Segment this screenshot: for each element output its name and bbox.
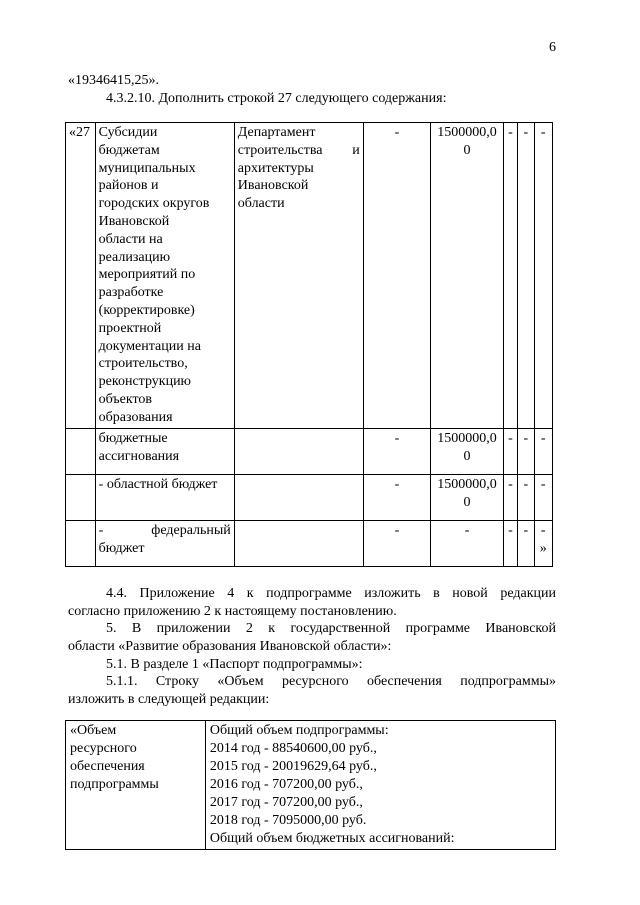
measure-name-line: районов и bbox=[98, 178, 159, 194]
amount-cell: 1500000,0 0 bbox=[431, 123, 504, 429]
measure-name-line: строительство, bbox=[98, 356, 188, 372]
resource-value-line: 2017 год - 707200,00 руб., bbox=[209, 795, 363, 810]
measure-name bbox=[95, 123, 234, 429]
measure-name-line: объектов bbox=[98, 391, 153, 407]
resource-label-line: обеспечения bbox=[70, 759, 145, 774]
measure-name-line: Ивановской bbox=[98, 213, 170, 229]
measure-name-line: области на bbox=[98, 231, 163, 247]
resource-value-line: 2015 год - 20019629,64 руб., bbox=[209, 759, 377, 774]
table-row-budget bbox=[66, 429, 553, 475]
subsidy-table bbox=[65, 122, 553, 567]
executor-line: области bbox=[237, 196, 285, 212]
value-cell: - bbox=[503, 429, 517, 475]
paragraph-5-1: 5.1. В разделе 1 «Паспорт подпрограммы»: bbox=[106, 657, 363, 672]
measure-name-line: реализацию bbox=[98, 249, 171, 265]
resource-table bbox=[65, 720, 556, 850]
value-cell: - bbox=[503, 475, 517, 521]
resource-label bbox=[66, 721, 206, 850]
measure-name-line: Субсидии bbox=[98, 125, 158, 140]
measure-name-line: проектной bbox=[98, 320, 162, 336]
value-cell: - bbox=[363, 475, 431, 521]
paragraph-4-4: 4.4. Приложение 4 к подпрограмме изложить в новой редакции bbox=[106, 586, 556, 601]
value-cell: - bbox=[534, 429, 552, 475]
budget-label: бюджетные ассигнования bbox=[95, 429, 234, 475]
value-cell: - bbox=[518, 521, 534, 567]
value-cell: - bbox=[363, 123, 431, 429]
row-number: «27 bbox=[66, 123, 96, 429]
value-cell: - bbox=[518, 123, 534, 429]
federal-budget-label: - федеральный бюджет bbox=[95, 521, 234, 567]
value-cell: - bbox=[534, 123, 552, 429]
executor-cell bbox=[234, 123, 363, 429]
paragraph-5: 5. В приложении 2 к государственной программе Ивановской bbox=[106, 621, 556, 636]
value-cell: - bbox=[534, 475, 552, 521]
resource-value-line: Общий объем бюджетных ассигнований: bbox=[209, 831, 455, 846]
value-cell: - bbox=[503, 123, 517, 429]
table-row-27 bbox=[66, 123, 553, 429]
paragraph-4-4-cont: согласно приложению 2 к настоящему постановлению. bbox=[68, 604, 397, 619]
measure-name-line: бюджетам bbox=[98, 142, 160, 158]
amount-cell: 1500000,0 0 bbox=[431, 429, 504, 475]
measure-name-line: образования bbox=[98, 409, 173, 425]
table-row-regional bbox=[66, 475, 553, 521]
resource-label-line: ресурсного bbox=[70, 741, 137, 756]
resource-value-line: 2018 год - 7095000,00 руб. bbox=[209, 813, 367, 828]
measure-name-line: разработке bbox=[98, 285, 164, 301]
paragraph-5-1-1-cont: изложить в следующей редакции: bbox=[68, 692, 270, 707]
resource-label-line: «Объем bbox=[70, 723, 117, 738]
resource-values bbox=[205, 721, 555, 850]
resource-value-line: Общий объем подпрограммы: bbox=[209, 723, 389, 738]
value-cell: - » bbox=[534, 521, 552, 567]
measure-name-line: мероприятий по bbox=[98, 267, 196, 283]
paragraph-5-1-1: 5.1.1. Строку «Объем ресурсного обеспечения подпрограммы» bbox=[106, 674, 556, 689]
value-cell: - bbox=[503, 521, 517, 567]
measure-name-line: документации на bbox=[98, 338, 201, 354]
executor-line: строительства и bbox=[237, 142, 360, 158]
regional-budget-label: - областной бюджет bbox=[95, 475, 234, 521]
resource-value-line: 2014 год - 88540600,00 руб., bbox=[209, 741, 377, 756]
amount-cell: 1500000,0 0 bbox=[431, 475, 504, 521]
executor-line: Ивановской bbox=[237, 178, 309, 194]
table-row-federal bbox=[66, 521, 553, 567]
value-cell: - bbox=[363, 429, 431, 475]
measure-name-line: реконструкцию bbox=[98, 374, 192, 390]
value-cell: - bbox=[518, 475, 534, 521]
resource-label-line: подпрограммы bbox=[70, 777, 159, 792]
measure-name-line: (корректировке) bbox=[98, 302, 195, 318]
amount-cell: - bbox=[431, 521, 504, 567]
table-row-resources bbox=[66, 721, 556, 850]
amendment-4-3-2-10: 4.3.2.10. Дополнить строкой 27 следующего содержания: bbox=[106, 91, 447, 106]
executor-line: архитектуры bbox=[237, 160, 314, 176]
measure-name-line: муниципальных bbox=[98, 160, 196, 176]
resource-value-line: 2016 год - 707200,00 руб., bbox=[209, 777, 363, 792]
value-cell: - bbox=[518, 429, 534, 475]
page-number: 6 bbox=[549, 40, 556, 55]
paragraph-5-cont: области «Развитие образования Ивановской области»: bbox=[68, 639, 392, 654]
measure-name-line: городских округов bbox=[98, 196, 210, 212]
executor-line: Департамент bbox=[237, 125, 316, 140]
closing-value-line: «19346415,25». bbox=[68, 73, 159, 88]
value-cell: - bbox=[363, 521, 431, 567]
